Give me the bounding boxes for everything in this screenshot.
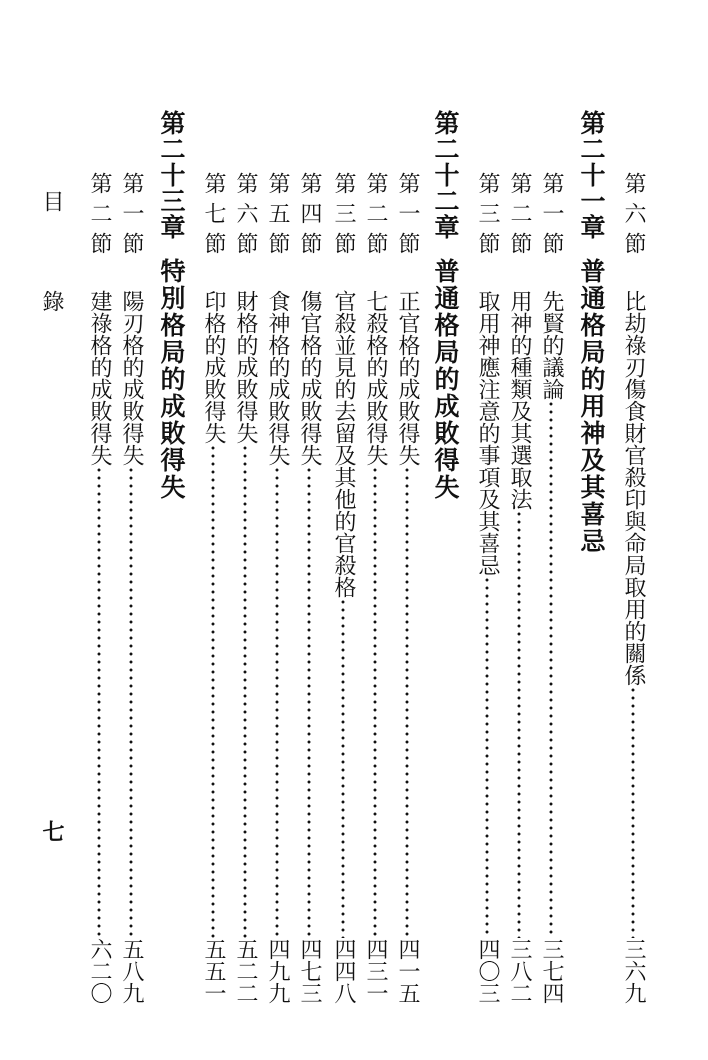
page-number: 三七四 (539, 938, 564, 1004)
section-number: 第三節 (331, 172, 356, 262)
chapter-title: 普通格局的用神及其喜忌 (577, 258, 606, 555)
section-number: 第二節 (87, 172, 112, 262)
leader-dots (264, 466, 290, 938)
page-number: 三六九 (621, 938, 646, 1004)
section-title: 正官格的成敗得失 (395, 290, 420, 466)
section-title: 財格的成敗得失 (233, 290, 258, 444)
toc-entry[interactable] (118, 172, 144, 1004)
toc-entry[interactable] (506, 172, 532, 1004)
leader-dots (474, 576, 500, 938)
page-number: 五八九 (119, 938, 144, 1004)
page-number: 五五一 (201, 938, 226, 1004)
toc-entry[interactable] (296, 172, 322, 1004)
toc-entry[interactable] (330, 172, 356, 1004)
chapter-heading[interactable] (428, 110, 462, 630)
page-number: 四四八 (331, 938, 356, 1004)
chapter-title: 普通格局的成敗得失 (431, 258, 460, 501)
chapter-number: 第二十二章 (431, 110, 460, 240)
page-number: 四七三 (297, 938, 322, 1004)
page-number: 四九九 (265, 938, 290, 1004)
page-number: 四〇三 (475, 938, 500, 1004)
section-title: 傷官格的成敗得失 (297, 290, 322, 466)
section-number: 第四節 (297, 172, 322, 262)
toc-entry[interactable] (200, 172, 226, 1004)
section-number: 第一節 (119, 172, 144, 262)
toc-entry[interactable] (620, 172, 646, 1004)
toc-entry[interactable] (362, 172, 388, 1004)
section-title: 七殺格的成敗得失 (363, 290, 388, 466)
leader-dots (330, 598, 356, 938)
page-number: 四一五 (395, 938, 420, 1004)
section-number: 第五節 (265, 172, 290, 262)
section-number: 第一節 (395, 172, 420, 262)
leader-dots (538, 400, 564, 938)
section-number: 第一節 (539, 172, 564, 262)
folio-page-number: 七 (39, 820, 64, 842)
section-number: 第三節 (475, 172, 500, 262)
section-number: 第二節 (507, 172, 532, 262)
leader-dots (394, 466, 420, 938)
section-title: 印格的成敗得失 (201, 290, 226, 444)
chapter-number: 第二十三章 (157, 110, 186, 240)
leader-dots (86, 466, 112, 938)
toc-entry[interactable] (232, 172, 258, 1004)
page-number: 六二〇 (87, 938, 112, 1004)
section-title: 陽刃格的成敗得失 (119, 290, 144, 466)
leader-dots (506, 510, 532, 938)
leader-dots (200, 444, 226, 938)
page-number: 三八二 (507, 938, 532, 1004)
section-title: 取用神應注意的事項及其喜忌 (475, 290, 500, 576)
leader-dots (620, 686, 646, 938)
section-title: 官殺並見的去留及其他的官殺格 (331, 290, 356, 598)
section-title: 食神格的成敗得失 (265, 290, 290, 466)
page-number: 五二二 (233, 938, 258, 1004)
toc-entry[interactable] (264, 172, 290, 1004)
leader-dots (232, 444, 258, 938)
chapter-title: 特別格局的成敗得失 (157, 258, 186, 501)
leader-dots (362, 466, 388, 938)
section-title: 比劫祿刃傷食財官殺印與命局取用的關係 (621, 290, 646, 686)
section-title: 用神的種類及其選取法 (507, 290, 532, 510)
leader-dots (118, 466, 144, 938)
section-number: 第七節 (201, 172, 226, 262)
toc-entry[interactable] (538, 172, 564, 1004)
page-number: 四三一 (363, 938, 388, 1004)
toc-entry[interactable] (394, 172, 420, 1004)
section-title: 先賢的議論 (539, 290, 564, 400)
toc-entry[interactable] (474, 172, 500, 1004)
section-number: 第二節 (363, 172, 388, 262)
chapter-number: 第二十一章 (577, 110, 606, 240)
toc-entry[interactable] (86, 172, 112, 1004)
running-header: 目錄 (39, 190, 64, 390)
section-title: 建祿格的成敗得失 (87, 290, 112, 466)
section-number: 第六節 (621, 172, 646, 262)
leader-dots (296, 466, 322, 938)
chapter-heading[interactable] (574, 110, 608, 630)
chapter-heading[interactable] (154, 110, 188, 630)
section-number: 第六節 (233, 172, 258, 262)
